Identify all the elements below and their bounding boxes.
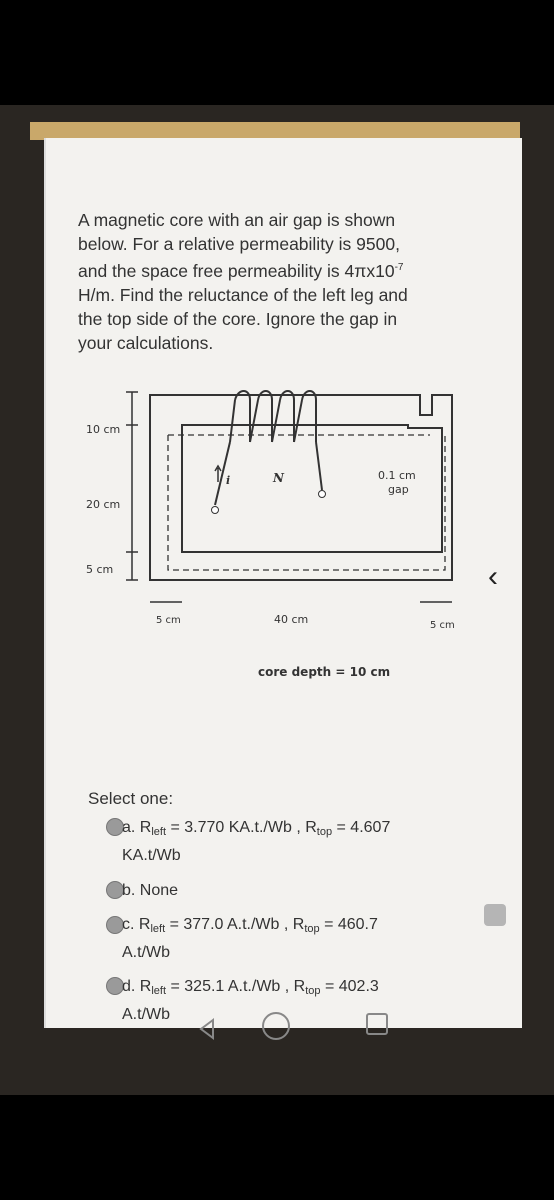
option-d-sub2: top [305, 985, 321, 997]
terminal [212, 507, 219, 514]
option-b-text: b. None [122, 882, 179, 899]
option-a-line2: KA.t/Wb [122, 847, 181, 864]
question-line: below. For a relative permeability is 9500, [78, 234, 400, 254]
mean-path [168, 435, 445, 570]
option-d-line2: A.t/Wb [122, 1006, 171, 1023]
dim-label-40cm: 40 cm [274, 613, 309, 626]
dim-label-20cm: 20 cm [86, 498, 121, 511]
coil [215, 391, 322, 505]
core-depth-label: core depth = 10 cm [258, 665, 391, 679]
question-line: A magnetic core with an air gap is shown [78, 210, 396, 230]
select-one-label: Select one: [88, 789, 174, 808]
gap-label-1: 0.1 cm [378, 469, 416, 482]
option-c-mid: = 377.0 A.t./Wb , R [165, 916, 305, 933]
option-d-end: = 402.3 [320, 978, 379, 995]
option-c-prefix: c. R [122, 916, 151, 933]
chevron-left-icon[interactable]: ‹ [488, 560, 498, 593]
home-nav-icon[interactable] [262, 1012, 290, 1040]
terminal [319, 491, 326, 498]
exponent: -7 [394, 262, 404, 273]
option-a-prefix: a. R [122, 819, 152, 836]
gap-label-2: gap [388, 483, 409, 496]
magnetic-core-diagram [70, 380, 490, 700]
option-c-sub2: top [304, 923, 320, 935]
turns-label: N [273, 471, 284, 485]
question-line: H/m. Find the reluctance of the left leg and [78, 284, 408, 305]
option-c-end: = 460.7 [319, 916, 378, 933]
option-d-prefix: d. R [122, 978, 152, 995]
current-label: i [226, 474, 231, 487]
question-text [78, 208, 478, 355]
dim-label-5cm-bottom-right: 5 cm [430, 620, 455, 631]
option-d-sub1: left [151, 985, 167, 997]
recent-apps-icon[interactable] [366, 1013, 388, 1035]
option-d-mid: = 325.1 A.t./Wb , R [166, 978, 306, 995]
option-a[interactable] [100, 816, 492, 868]
question-line: your calculations. [78, 332, 214, 353]
option-c-line2: A.t/Wb [122, 944, 171, 961]
question-line [78, 256, 478, 283]
option-c[interactable] [100, 913, 492, 965]
question-line: the top side of the core. Ignore the gap in [78, 308, 398, 329]
dim-label-10cm: 10 cm [86, 423, 121, 436]
option-d[interactable] [100, 975, 492, 1027]
dim-label-5cm-bottom-left: 5 cm [156, 615, 181, 626]
dim-label-5cm-left: 5 cm [86, 563, 114, 576]
option-c-sub1: left [150, 923, 166, 935]
option-a-sub2: top [316, 826, 333, 838]
scroll-up-button[interactable] [484, 904, 506, 926]
back-nav-icon[interactable] [198, 1018, 216, 1040]
option-a-sub1: left [151, 826, 167, 838]
option-a-end: = 4.607 [332, 819, 391, 836]
option-a-mid: = 3.770 KA.t./Wb , R [166, 819, 317, 836]
option-b[interactable] [100, 879, 492, 903]
question-line-text: and the space free permeability is 4πx10 [78, 260, 395, 281]
